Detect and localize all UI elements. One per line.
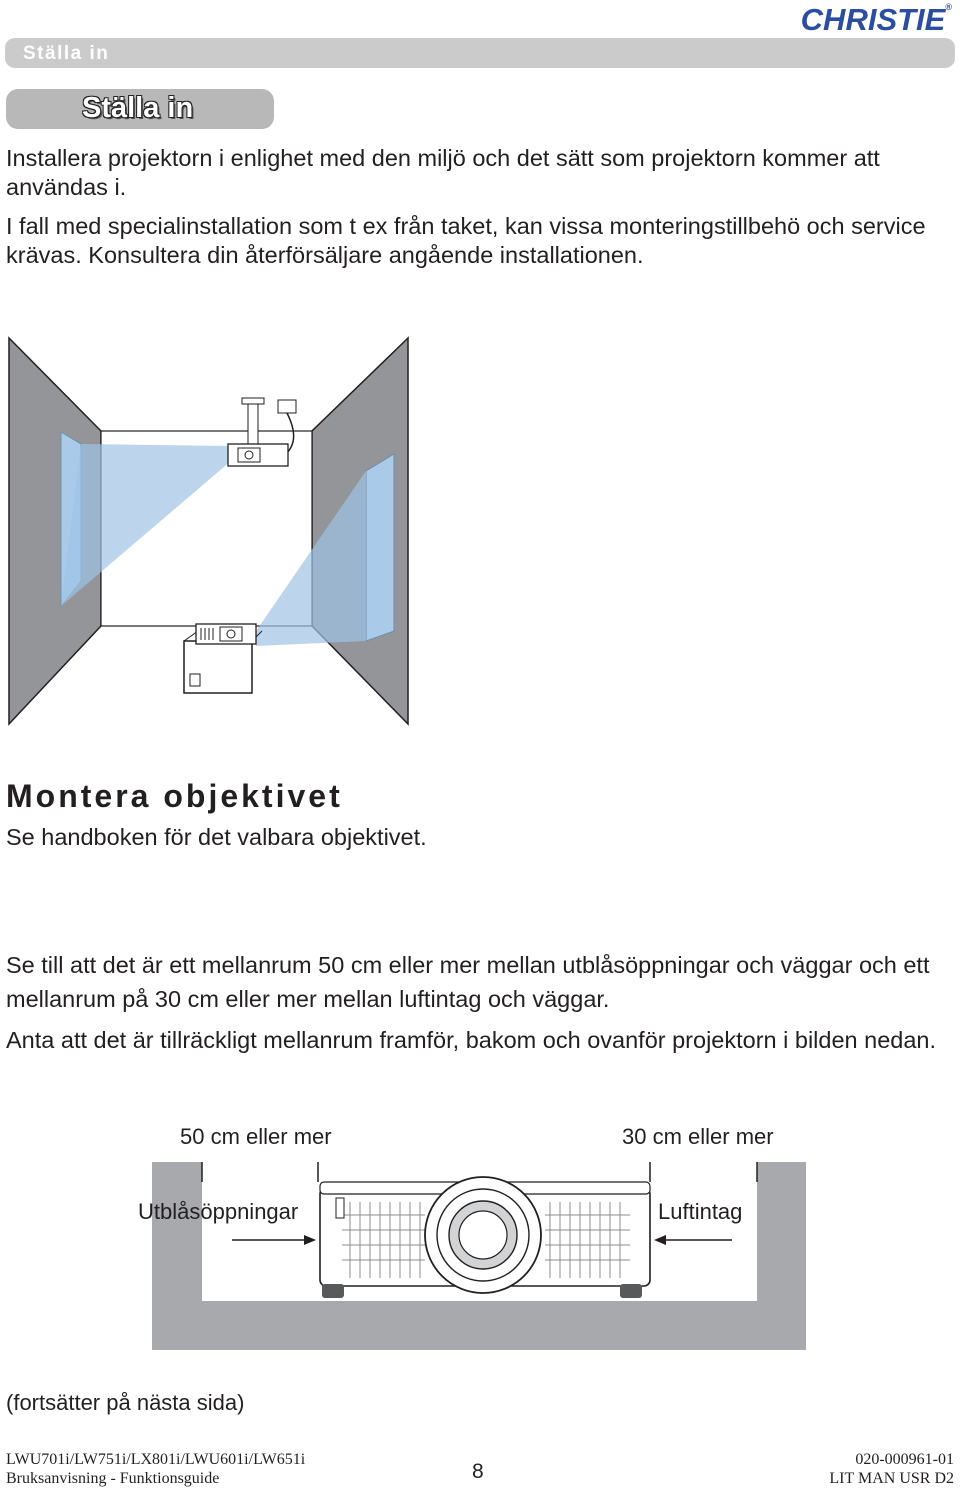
lens-text: Se handboken för det valbara objektivet.	[6, 824, 427, 850]
floor-outlet	[190, 674, 200, 686]
right-window	[366, 454, 394, 641]
ceiling-mount-pole	[248, 404, 258, 446]
intro-paragraph-2: I fall med specialinstallation som t ex från taket, kan vissa monteringstillbehö och service krävas. Konsultera din återförsäljare angående installationen.	[6, 213, 926, 268]
exhaust-label: Utblåsöppningar	[138, 1199, 299, 1224]
chapter-title: Ställa in	[23, 43, 110, 64]
projector-foot-left	[322, 1284, 344, 1298]
lens-glass	[459, 1211, 507, 1259]
footer-left	[6, 1450, 305, 1488]
section-title: Ställa in	[82, 92, 194, 124]
section-title-pill	[6, 89, 274, 129]
lens-heading: Montera objektivet	[6, 778, 343, 814]
footer-doc-number: 020-000961-01	[855, 1451, 954, 1468]
logo-text: CHRISTIE	[800, 2, 946, 37]
footer-right	[829, 1450, 954, 1488]
continued-note: (fortsätter på nästa sida)	[6, 1390, 245, 1415]
exhaust-arrow-head	[304, 1235, 316, 1245]
intake-label: Luftintag	[658, 1199, 743, 1224]
registered-mark: ®	[945, 2, 952, 12]
footer-models: LWU701i/LW751i/LX801i/LWU601i/LW651i	[6, 1451, 306, 1468]
christie-logo	[801, 2, 952, 38]
ceiling-projector	[228, 444, 288, 466]
ceiling-mount-plate	[242, 398, 264, 404]
clearance-paragraph-1: Se till att det är ett mellanrum 50 cm eller mer mellan utblåsöppningar och väggar och ett mellanrum på 30 cm eller mer mellan luftintag och väggar.	[6, 952, 930, 1012]
floor-projector-lens	[227, 630, 235, 638]
footer-guide: Bruksanvisning - Funktionsguide	[6, 1470, 220, 1487]
ceiling-projector-lens	[245, 451, 253, 459]
intake-arrow-head	[654, 1235, 666, 1245]
right-distance-label: 30 cm eller mer	[622, 1124, 774, 1149]
room-installation-illustration	[6, 336, 410, 728]
page-number: 8	[472, 1460, 484, 1483]
clearance-paragraph-2: Anta att det är tillräckligt mellanrum framför, bakom och ovanför projektorn i bilden nedan.	[6, 1027, 937, 1053]
indicator-panel	[336, 1198, 344, 1218]
chapter-header-bar	[5, 38, 955, 68]
left-distance-label: 50 cm eller mer	[180, 1124, 332, 1149]
projector-front-view	[320, 1177, 650, 1298]
footer-lit-code: LIT MAN USR D2	[829, 1470, 954, 1487]
ceiling-outlet	[278, 400, 296, 413]
intro-paragraph-1: Installera projektorn i enlighet med den miljö och det sätt som projektorn kommer att användas i.	[6, 145, 880, 200]
clearance-diagram	[120, 1120, 820, 1360]
projector-foot-right	[620, 1284, 642, 1298]
